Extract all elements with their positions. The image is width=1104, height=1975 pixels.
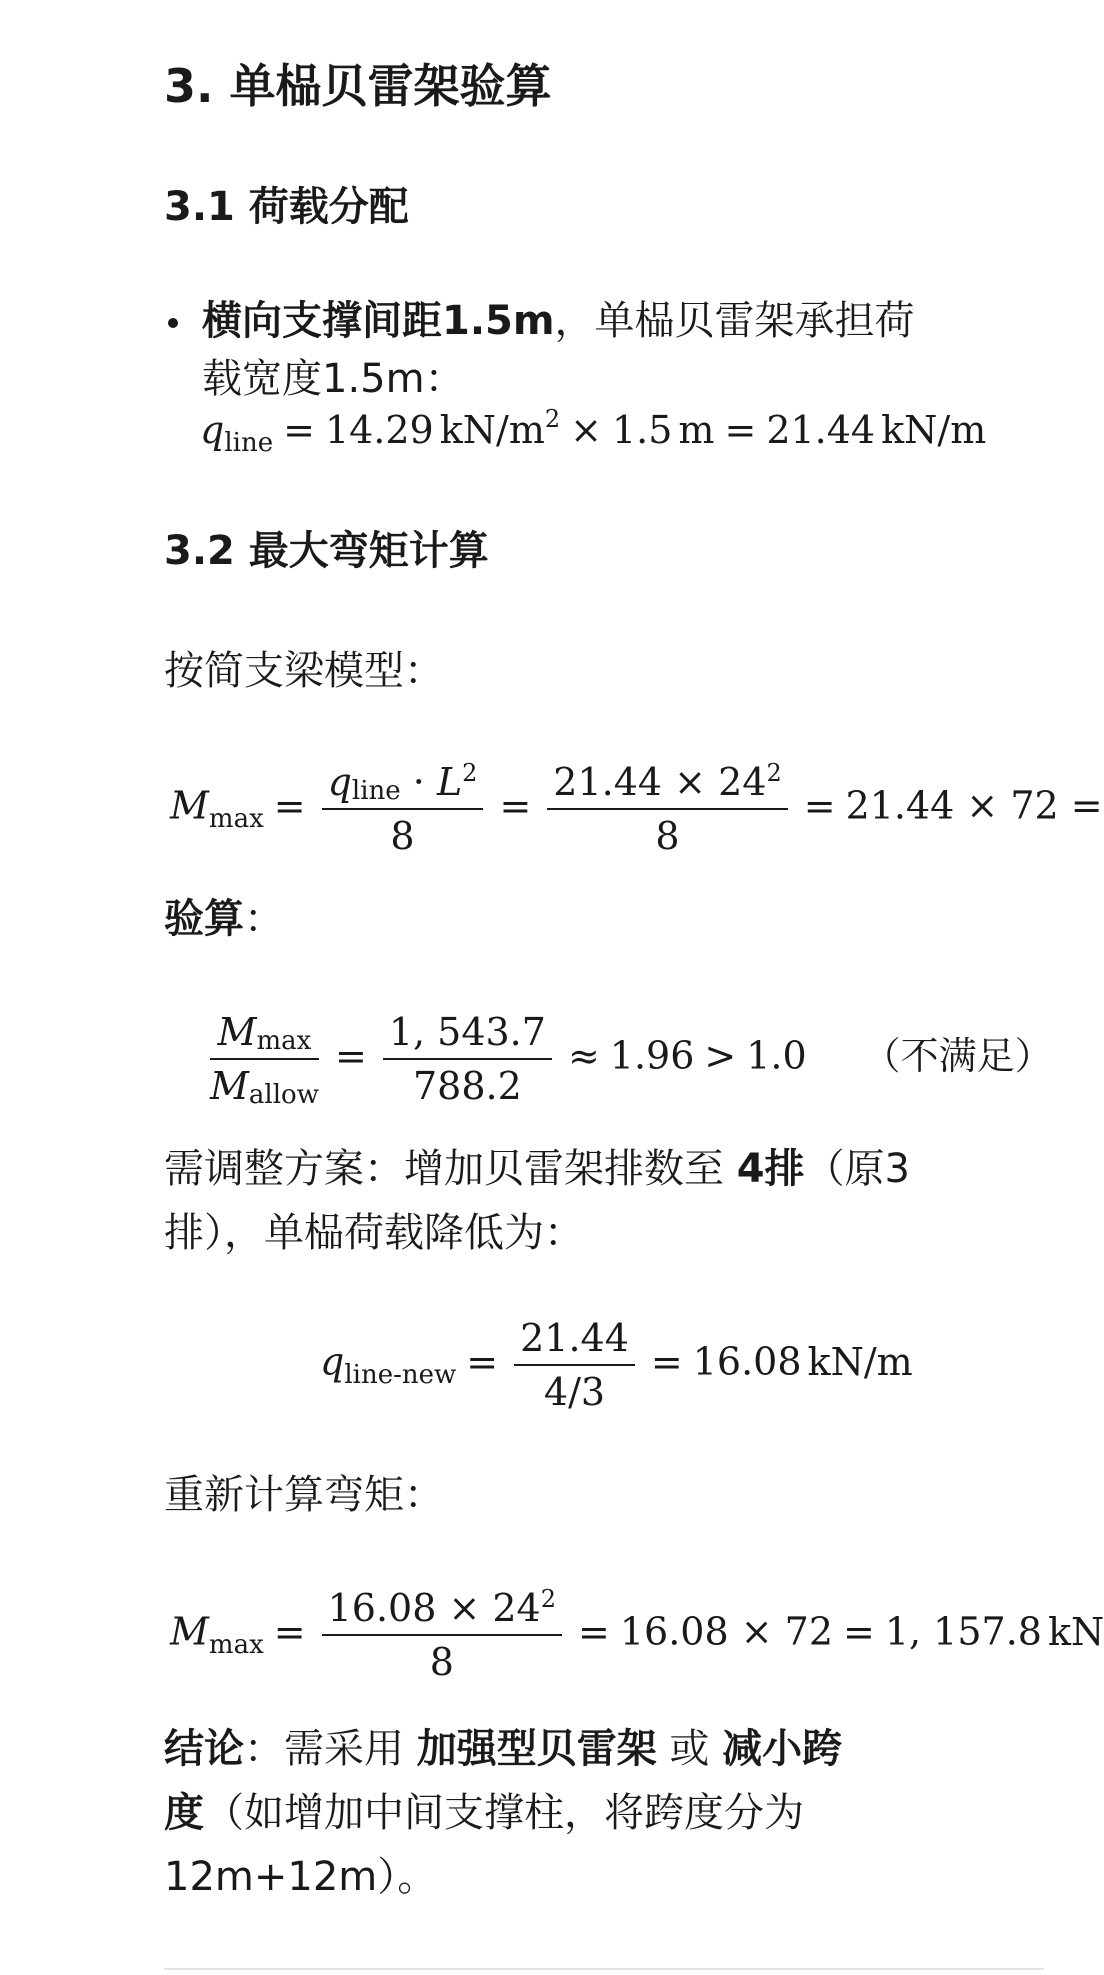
- bullet-marker: [168, 318, 178, 328]
- conclusion-label: 结论: [164, 1726, 244, 1772]
- formula-ratio: $\frac{Mmax}{\text{Mallow}}$ = $\frac{1, 543.7}{788.2}$ ≈ 1.96 > 1.0 （不满足）: [210, 1010, 1053, 1110]
- bullet-text-line2: 载宽度1.5m：: [202, 356, 465, 402]
- subsection-heading-max-moment: 3.2 最大弯矩计算: [164, 528, 489, 574]
- formula-q-line: $q_{line} = 14.29$ $kN/m^2 \times 1.5$ m = 21.44 kN/m: [200, 405, 987, 458]
- divider: [164, 1968, 1044, 1970]
- conclusion-line-2: 度（如增加中间支撑柱，将跨度分为: [164, 1790, 804, 1836]
- bullet-item: [202, 292, 1022, 408]
- adjust-line-2: 排），单榀荷载降低为：: [164, 1210, 584, 1256]
- formula-q-line-new: $q_{line-new}$ = $\frac{21.44}{4/3}$ = 16.08 kN/m: [320, 1316, 913, 1414]
- bullet-bold-text: 横向支撑间距1.5m: [202, 298, 555, 344]
- formula-m-max: $M_{max}$ = $\frac{qline \cdot L^2}{8}$ = $\frac{21.44 \times 24^2}{8}$ = 21.44 × 72 =: [170, 759, 1103, 858]
- intro-text: 按简支梁模型：: [164, 648, 444, 694]
- bullet-text-rest: ，单榀贝雷架承担荷: [554, 298, 915, 344]
- recalc-text: 重新计算弯矩：: [164, 1472, 444, 1518]
- section-heading: 3. 单榀贝雷架验算: [164, 59, 552, 113]
- check-label: 验算: [164, 896, 244, 942]
- ratio-note: （不满足）: [862, 1033, 1053, 1078]
- conclusion-line-1: 结论：需采用 加强型贝雷架 或 减小跨: [164, 1726, 843, 1772]
- document-page: [164, 0, 1104, 1975]
- subsection-heading-load-distribution: 3.1 荷载分配: [164, 184, 409, 230]
- conclusion-line-3: 12m+12m）。: [164, 1854, 438, 1900]
- check-line: 验算：: [164, 896, 284, 942]
- adjust-line-1: 需调整方案：增加贝雷架排数至 4排（原3: [164, 1146, 911, 1192]
- formula-m-max-2: $M_{max}$ = $\frac{16.08 \times 24^2}{8}$ = 16.08 × 72 = 1, 157.8 kN: [170, 1585, 1104, 1684]
- adjust-bold: 4排: [736, 1146, 805, 1192]
